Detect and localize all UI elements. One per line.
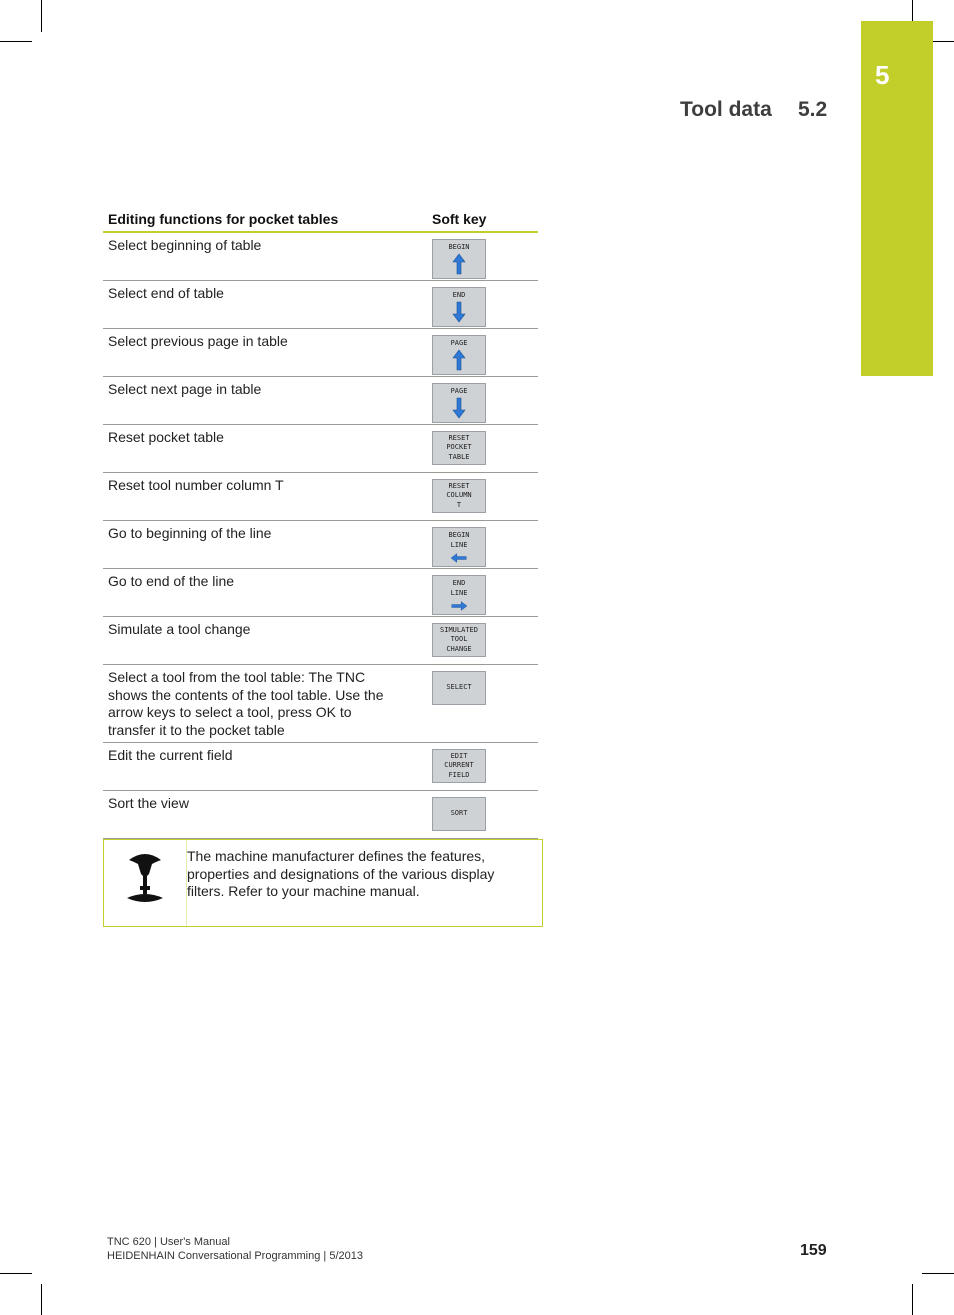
softkey-button[interactable] [432,623,486,657]
softkey-button[interactable] [432,479,486,513]
arrow-down-icon [439,301,479,323]
arrow-right-icon [439,598,479,614]
softkey-button[interactable] [432,527,486,567]
table-row [103,569,538,617]
softkey-button[interactable] [432,239,486,279]
table-row [103,617,538,665]
function-description: Select next page in table [108,381,262,397]
softkey-button[interactable] [432,431,486,465]
function-description: Select beginning of table [108,237,262,253]
table-row [103,473,538,521]
function-description: Edit the current field [108,747,233,763]
crop-mark [41,0,42,32]
function-description: Go to beginning of the line [108,525,272,541]
table-body [103,233,538,839]
table-row [103,665,538,743]
function-description: Go to end of the line [108,573,235,589]
function-description: Reset pocket table [108,429,224,445]
softkey-button[interactable] [432,797,486,831]
note-box [103,839,543,927]
column-header-softkey: Soft key [432,211,487,227]
table-row [103,281,538,329]
function-description: Select previous page in table [108,333,288,349]
softkey-button[interactable] [432,335,486,375]
chapter-tab [861,21,933,376]
section-title: Tool data [680,98,772,121]
softkey-label: RESET POCKET TABLE [446,433,472,461]
softkey-label: SELECT [446,683,472,692]
function-description: Sort the view [108,795,189,811]
softkey-label: END LINE [450,579,468,597]
softkey-label: BEGIN LINE [448,531,470,549]
softkey-label: SIMULATED TOOL CHANGE [440,625,478,653]
softkey-label: PAGE [450,387,468,395]
table-row [103,743,538,791]
footer-manual-title: TNC 620 | User's Manual [107,1236,230,1248]
softkey-button[interactable] [432,575,486,615]
column-header-function: Editing functions for pocket tables [108,211,339,227]
softkey-button[interactable] [432,383,486,423]
softkey-label: END [452,291,466,299]
softkey-label: BEGIN [448,243,470,251]
page-number: 159 [800,1242,827,1259]
crop-mark [912,1284,913,1315]
softkey-label: SORT [450,809,468,818]
arrow-down-icon [439,397,479,419]
softkey-button[interactable] [432,287,486,327]
arrow-up-icon [439,349,479,371]
note-text: The machine manufacturer defines the features, properties and designations of the various display filters. Refer to your machine manual. [187,848,495,899]
table-header [103,209,538,233]
function-description: Simulate a tool change [108,621,251,637]
table-row [103,329,538,377]
arrow-left-icon [439,550,479,566]
footer-manual-subtitle: HEIDENHAIN Conversational Programming | 5/2013 [107,1250,363,1262]
softkey-label: EDIT CURRENT FIELD [444,751,474,779]
softkey-label: RESET COLUMN T [446,481,472,509]
chapter-number: 5 [875,60,890,90]
softkey-label: PAGE [450,339,468,347]
softkey-button[interactable] [432,749,486,783]
crop-mark [0,1273,32,1274]
crop-mark [0,41,32,42]
function-description: Select a tool from the tool table: The TNC shows the contents of the tool table. Use the arrow keys to select a tool, press OK to transfer it to the pocket table [108,669,384,738]
machine-manufacturer-icon [123,850,167,906]
function-description: Select end of table [108,285,224,301]
table-row [103,425,538,473]
crop-mark [922,1273,954,1274]
softkey-table [103,209,538,839]
arrow-up-icon [439,253,479,275]
table-row [103,521,538,569]
function-description: Reset tool number column T [108,477,284,493]
table-row [103,377,538,425]
crop-mark [41,1284,42,1315]
softkey-button[interactable] [432,671,486,705]
section-number: 5.2 [798,98,828,121]
table-row [103,791,538,839]
table-row [103,233,538,281]
